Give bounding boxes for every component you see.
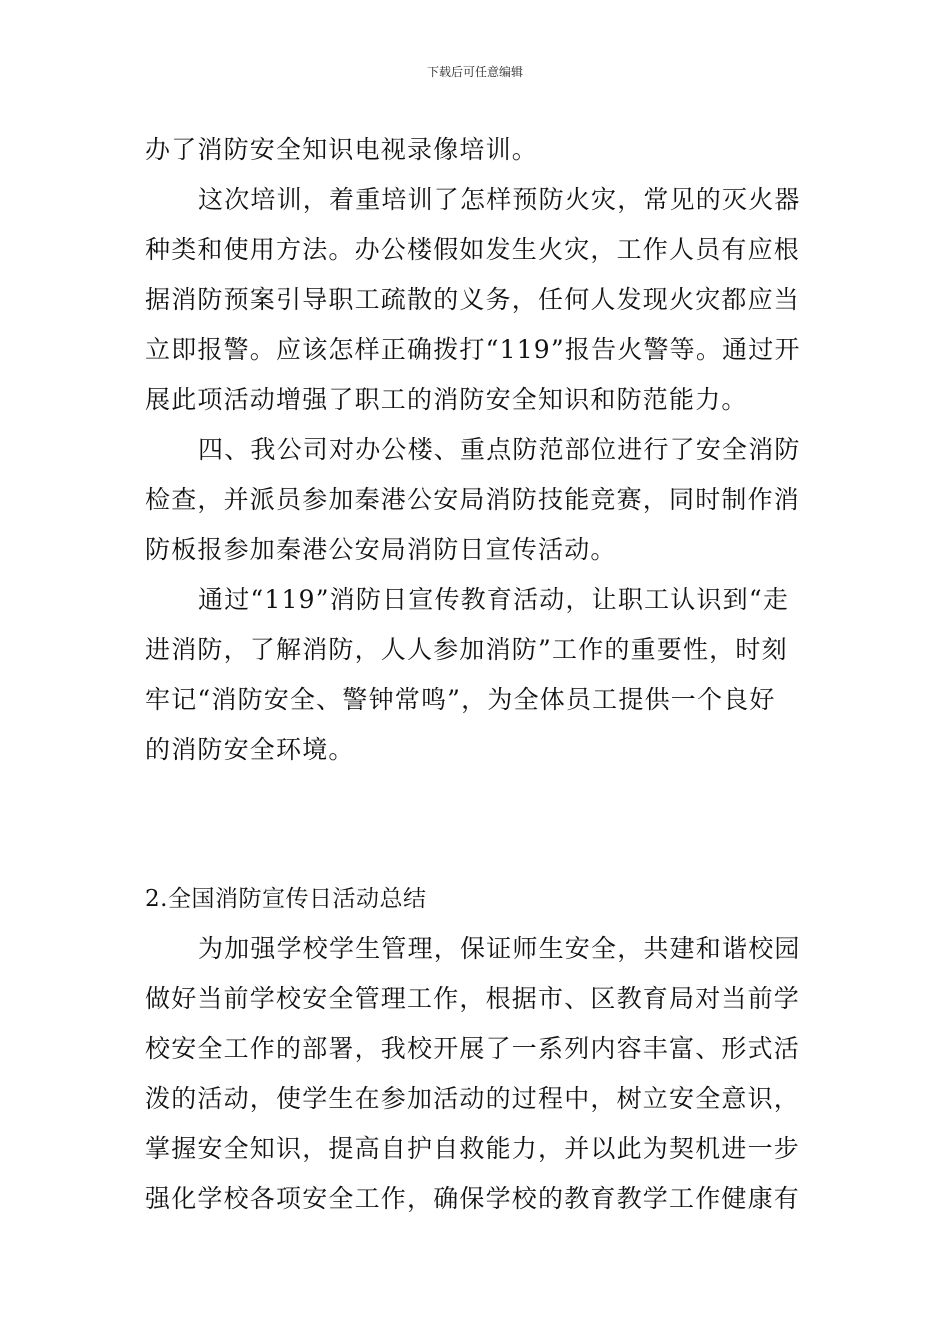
text-line: 据消防预案引导职工疏散的义务，任何人发现火灾都应当 bbox=[145, 285, 801, 314]
page-header-note: 下载后可任意编辑 bbox=[426, 65, 523, 79]
text-line: 牢记“消防安全、警钟常鸣”，为全体员工提供一个良好 bbox=[145, 685, 776, 714]
text-line: 种类和使用方法。办公楼假如发生火灾，工作人员有应根 bbox=[145, 235, 801, 264]
paragraph-start-line: 这次培训，着重培训了怎样预防火灾，常见的灭火器 bbox=[198, 185, 801, 214]
paragraph-start-line: 四、我公司对办公楼、重点防范部位进行了安全消防 bbox=[198, 435, 801, 464]
text-line: 办了消防安全知识电视录像培训。 bbox=[145, 135, 539, 164]
text-line: 防板报参加秦港公安局消防日宣传活动。 bbox=[145, 535, 617, 564]
text-line: 立即报警。应该怎样正确拨打“119”报告火警等。通过开 bbox=[145, 335, 801, 364]
text-line: 校安全工作的部署，我校开展了一系列内容丰富、形式活 bbox=[145, 1034, 801, 1063]
section-heading: 2.全国消防宣传日活动总结 bbox=[145, 886, 427, 912]
text-line: 做好当前学校安全管理工作，根据市、区教育局对当前学 bbox=[145, 984, 801, 1013]
text-line: 泼的活动，使学生在参加活动的过程中，树立安全意识， bbox=[145, 1084, 801, 1113]
paragraph-start-line: 通过“119”消防日宣传教育活动，让职工认识到“走 bbox=[198, 585, 790, 614]
text-line: 检查，并派员参加秦港公安局消防技能竞赛，同时制作消 bbox=[145, 485, 801, 514]
text-line: 掌握安全知识，提高自护自救能力，并以此为契机进一步 bbox=[145, 1134, 801, 1163]
text-line: 进消防，了解消防，人人参加消防”工作的重要性，时刻 bbox=[145, 635, 788, 664]
paragraph-start-line: 为加强学校学生管理，保证师生安全，共建和谐校园 bbox=[198, 934, 801, 963]
text-line: 展此项活动增强了职工的消防安全知识和防范能力。 bbox=[145, 385, 748, 414]
text-line: 强化学校各项安全工作，确保学校的教育教学工作健康有 bbox=[145, 1184, 801, 1213]
text-line: 的消防安全环境。 bbox=[145, 735, 355, 764]
